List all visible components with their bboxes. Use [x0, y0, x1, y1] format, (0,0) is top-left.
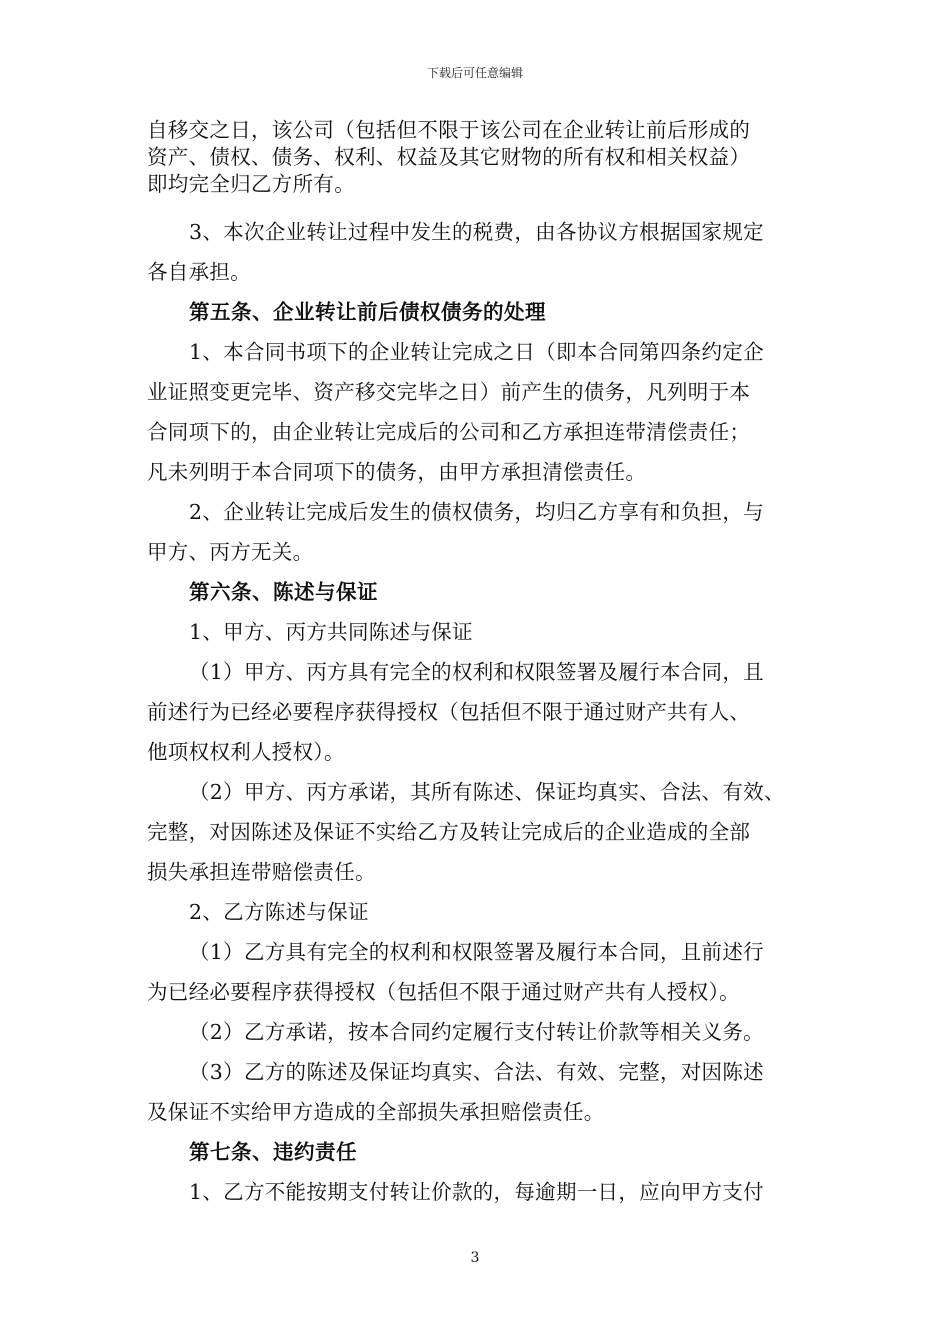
article-5-heading: 第五条、企业转让前后债权债务的处理	[189, 300, 546, 324]
document-body	[147, 117, 807, 1212]
paragraph-line: 1、乙方不能按期支付转让价款的，每逾期一日，应向甲方支付	[189, 1180, 764, 1204]
paragraph-line: 自移交之日，该公司（包括但不限于该公司在企业转让前后形成的	[147, 118, 751, 142]
page-header: 下载后可任意编辑	[426, 66, 523, 80]
paragraph-line: 3、本次企业转让过程中发生的税费，由各协议方根据国家规定	[189, 220, 764, 244]
paragraph-line: （3）乙方的陈述及保证均真实、合法、有效、完整，对因陈述	[189, 1060, 764, 1084]
paragraph-line: 完整，对因陈述及保证不实给乙方及转让完成后的企业造成的全部	[147, 820, 751, 844]
paragraph-line: 2、乙方陈述与保证	[189, 900, 369, 924]
paragraph-line: 合同项下的，由企业转让完成后的公司和乙方承担连带清偿责任；	[147, 420, 751, 444]
paragraph-line: 甲方、丙方无关。	[147, 540, 314, 564]
article-6-heading: 第六条、陈述与保证	[189, 580, 378, 604]
paragraph-line: 1、本合同书项下的企业转让完成之日（即本合同第四条约定企	[189, 340, 764, 364]
paragraph-line: （1）甲方、丙方具有完全的权利和权限签署及履行本合同，且	[189, 660, 764, 684]
paragraph-line: 损失承担连带赔偿责任。	[147, 860, 376, 884]
paragraph-line: 及保证不实给甲方造成的全部损失承担赔偿责任。	[147, 1100, 605, 1124]
article-7-heading: 第七条、违约责任	[189, 1140, 357, 1164]
paragraph-line: 业证照变更完毕、资产移交完毕之日）前产生的债务，凡列明于本	[147, 380, 751, 404]
paragraph-line: 他项权权利人授权）。	[147, 740, 345, 764]
paragraph-line: 即均完全归乙方所有。	[147, 172, 355, 196]
paragraph-line: （2）乙方承诺，按本合同约定履行支付转让价款等相关义务。	[189, 1020, 764, 1044]
paragraph-line: 为已经必要程序获得授权（包括但不限于通过财产共有人授权）。	[147, 980, 740, 1004]
page-number: 3	[470, 1250, 480, 1266]
paragraph-line: 1、甲方、丙方共同陈述与保证	[189, 620, 473, 644]
paragraph-line: 2、企业转让完成后发生的债权债务，均归乙方享有和负担，与	[189, 500, 764, 524]
paragraph-line: （2）甲方、丙方承诺，其所有陈述、保证均真实、合法、有效、	[189, 780, 785, 804]
paragraph-line: 前述行为已经必要程序获得授权（包括但不限于通过财产共有人、	[147, 700, 751, 724]
paragraph-line: 凡未列明于本合同项下的债务，由甲方承担清偿责任。	[147, 460, 647, 484]
paragraph-line: （1）乙方具有完全的权利和权限签署及履行本合同，且前述行	[189, 940, 764, 964]
paragraph-line: 资产、债权、债务、权利、权益及其它财物的所有权和相关权益）	[147, 145, 751, 169]
paragraph-line: 各自承担。	[147, 260, 251, 284]
